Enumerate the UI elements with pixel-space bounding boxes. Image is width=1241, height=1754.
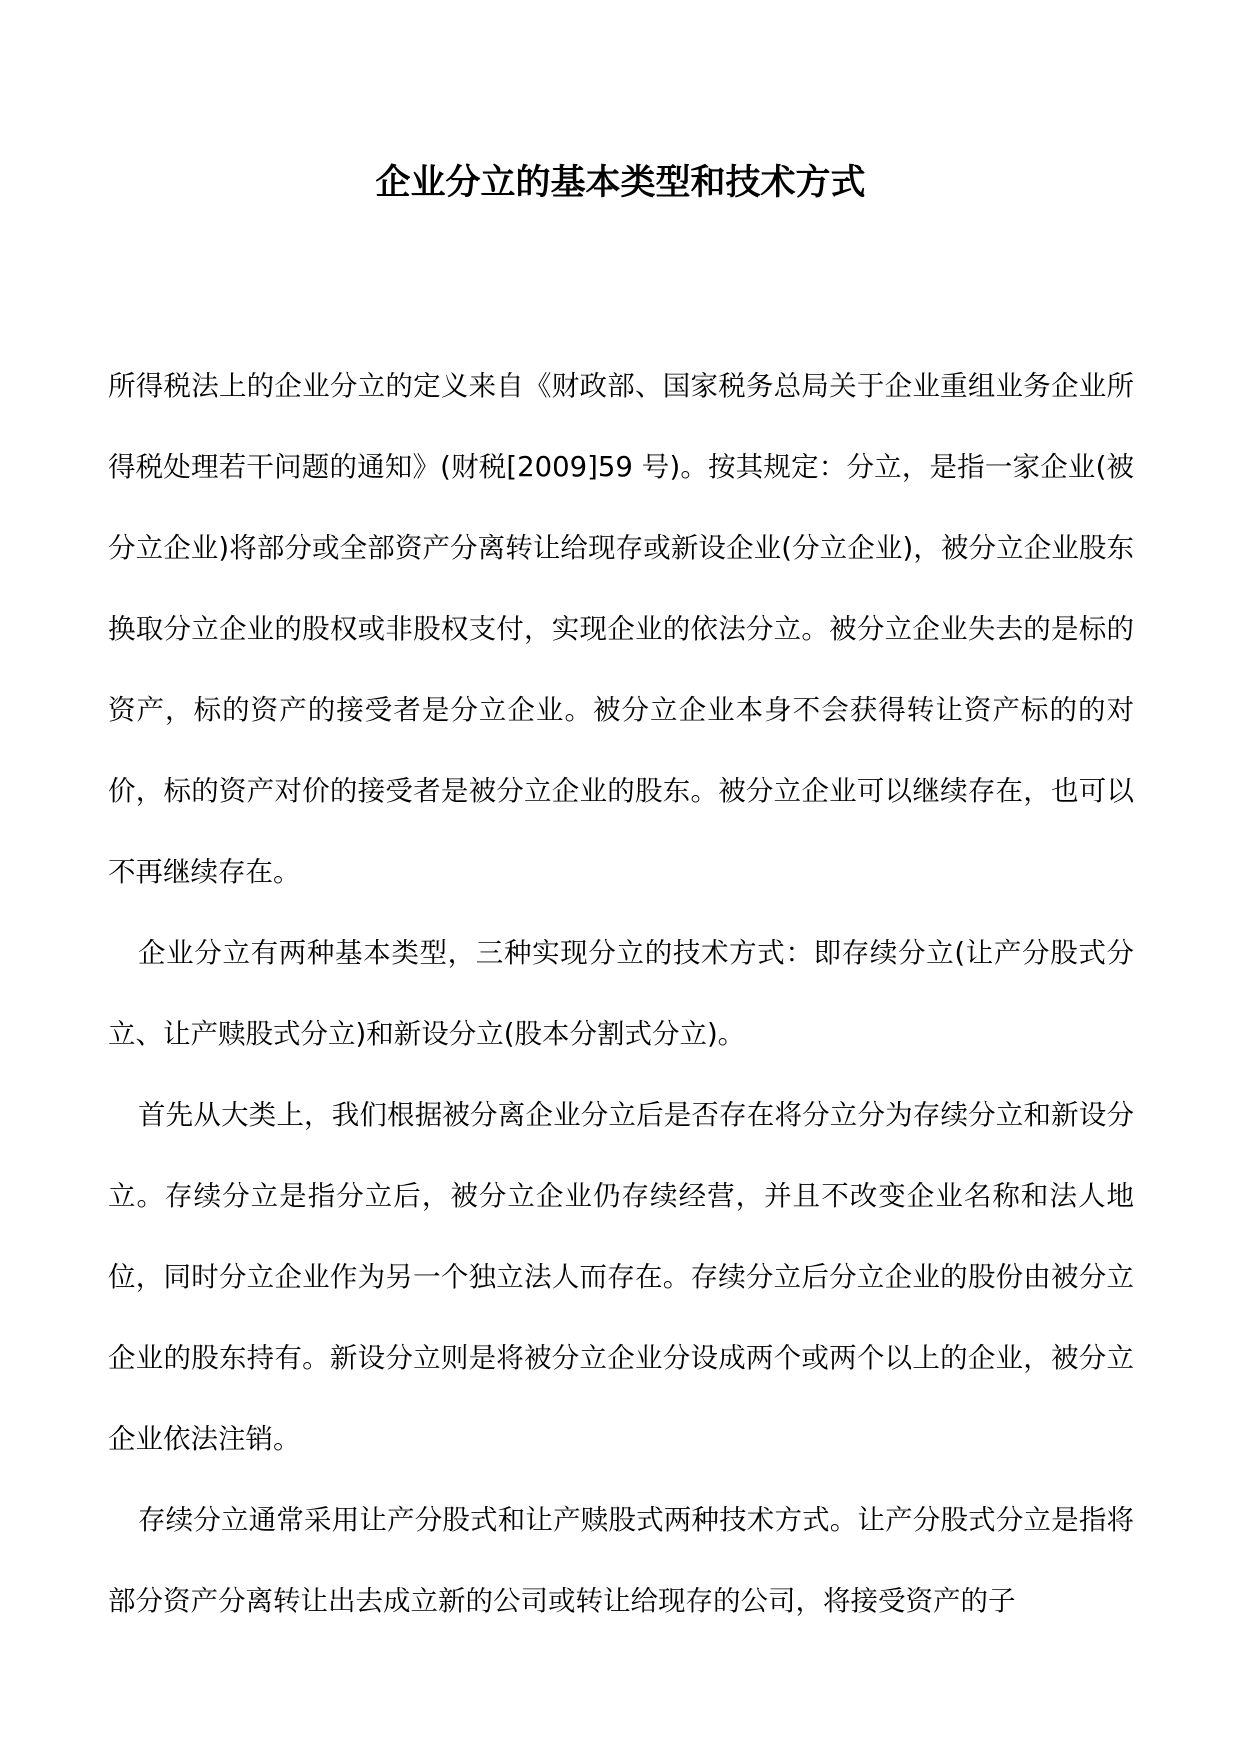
- paragraph-classification: 首先从大类上，我们根据被分离企业分立后是否存在将分立分为存续分立和新设分立。存续分立是指分立后，被分立企业仍存续经营，并且不改变企业名称和法人地位，同时分立企业作为另一个独立法人而存在。存续分立后分立企业的股份由被分立企业的股东持有。新设分立则是将被分立企业分设成两个或两个以上的企业，被分立企业依法注销。: [108, 1099, 1134, 1455]
- paragraph-definition: 所得税法上的企业分立的定义来自《财政部、国家税务总局关于企业重组业务企业所得税处理若干问题的通知》(财税[2009]59 号)。按其规定：分立，是指一家企业(被分立企业)将部分或全部资产分离转让给现存或新设企业(分立企业)，被分立企业股东换取分立企业的股权或非股权支付，实现企业的依法分立。被分立企业失去的是标的资产，标的资产的接受者是分立企业。被分立企业本身不会获得转让资产标的的对价，标的资产对价的接受者是被分立企业的股东。被分立企业可以继续存在，也可以不再继续存在。: [108, 370, 1134, 888]
- paragraph-types: 企业分立有两种基本类型，三种实现分立的技术方式：即存续分立(让产分股式分立、让产赎股式分立)和新设分立(股本分割式分立)。: [108, 937, 1134, 1050]
- document-body: [108, 346, 1134, 1642]
- paragraph-continuing-split: 存续分立通常采用让产分股式和让产赎股式两种技术方式。让产分股式分立是指将部分资产分离转让出去成立新的公司或转让给现存的公司，将接受资产的子: [108, 1504, 1134, 1617]
- document-title: 企业分立的基本类型和技术方式: [375, 163, 866, 203]
